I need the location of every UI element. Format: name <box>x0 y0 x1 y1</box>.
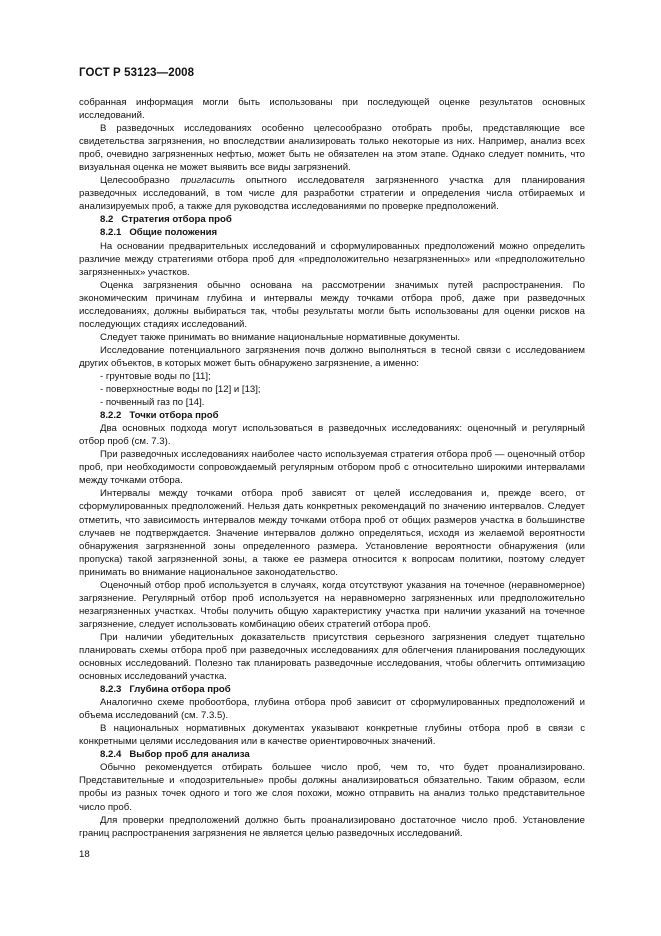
section-number: 8.2.1 <box>100 227 122 239</box>
italic-text: пригласить <box>180 175 236 187</box>
section-number: 8.2.2 <box>100 410 122 422</box>
paragraph: При разведочных исследованиях наиболее часто используемая стратегия отбора проб — оценочный отбор проб, при необходимости сопровождаемый регулярным отбором проб с относительно широкими интервалами между точками отбора. <box>79 449 585 487</box>
document-body <box>79 96 585 840</box>
paragraph: Аналогично схеме пробоотбора, глубина отбора проб зависит от сформулированных предположений и объема исследований (см. 7.3.5). <box>79 697 585 722</box>
paragraph: В национальных нормативных документах указывают конкретные глубины отбора проб в связи с конкретными целями исследования или в качестве ориентировочных значений. <box>79 723 585 748</box>
paragraph: Интервалы между точками отбора проб зависят от целей исследования и, прежде всего, от сформулированных предположений. Нельзя дать конкретных рекомендаций по значению интервалов. Следует отметить, что зависимость интервалов между точками отбора проб от общих размеров участка в большинстве случаев не подтверждается. Значение интервалов должно определяться, исходя из желаемой вероятности обнаружения загрязненной зоны определенного размера. Установление вероятности обнаружения (или пропуска) такой загрязненной зоны, а также ее размера относится к вопросам политики, поэтому следует принимать во внимание национальное законодательство. <box>79 488 585 578</box>
section-heading-8-2-1 <box>79 226 585 239</box>
page-number: 18 <box>79 849 90 860</box>
paragraph: Следует также принимать во внимание национальные нормативные документы. <box>100 331 461 343</box>
section-title: Стратегия отбора проб <box>121 214 232 226</box>
section-title: Общие положения <box>129 227 218 239</box>
section-heading-8-2 <box>79 213 585 226</box>
section-number: 8.2.4 <box>100 749 122 761</box>
section-heading-8-2-4 <box>79 748 585 761</box>
section-heading-8-2-3 <box>79 683 585 696</box>
section-number: 8.2.3 <box>100 684 122 696</box>
paragraph: Оценка загрязнения обычно основана на рассмотрении значимых путей распространения. По экономическим причинам глубина и интервалы между точками отбора проб, даже при разведочных исследованиях, должны выбираться так, чтобы результаты могли быть использованы для оценки рисков на последующих стадиях исследований. <box>79 279 585 330</box>
page-header: ГОСТ Р 53123—2008 <box>79 67 195 79</box>
paragraph: собранная информация могли быть использованы при последующей оценке результатов основных исследований. <box>79 97 585 122</box>
section-title: Точки отбора проб <box>129 410 219 422</box>
paragraph: Для проверки предположений должно быть проанализировано достаточное число проб. Установление границ распространения загрязнения не является целью разведочных исследований. <box>79 814 585 839</box>
list-item: - поверхностные воды по [12] и [13]; <box>100 384 261 396</box>
paragraph: Оценочный отбор проб используется в случаях, когда отсутствуют указания на точечное (неравномерное) загрязнение. Регулярный отбор проб используется на неравномерно загрязненных или предположительно незагрязненных участках. Чтобы получить общую характеристику участка при наличии указаний на точечное загрязнение, следует использовать комбинацию обеих стратегий отбора проб. <box>79 579 585 630</box>
section-heading-8-2-2 <box>79 409 585 422</box>
paragraph: Обычно рекомендуется отбирать большее число проб, чем то, что будет проанализировано. Представительные и «подозрительные» пробы должны анализироваться обязательно. Таким образом, если пробы из разных точек одного и того же слоя похожи, можно отправить на анализ только представительное число проб. <box>79 762 585 813</box>
paragraph: При наличии убедительных доказательств присутствия серьезного загрязнения следует тщательно планировать схемы отбора проб при разведочных исследованиях для облегчения планирования последующих основных исследований. Полезно так планировать разведочные исследования, чтобы облегчить оптимизацию основных исследований участка. <box>79 631 585 683</box>
section-title: Выбор проб для анализа <box>129 749 250 761</box>
text-run: опытного исследователя загрязненного участка для планирования разведочных исследований, в том числе для разработки стратегии и определения числа отбираемых и анализируемых проб, а также для руководства исследованиями по проверке предположений. <box>79 175 585 213</box>
section-number: 8.2 <box>100 214 114 226</box>
list-item: - почвенный газ по [14]. <box>100 397 205 409</box>
paragraph: Исследование потенциального загрязнения почв должно выполняться в тесной связи с исследованием других объектов, в которых может быть обнаружено загрязнение, а именно: <box>79 344 585 369</box>
text-run: Целесообразно <box>100 175 181 187</box>
list-item: - грунтовые воды по [11]; <box>100 370 211 382</box>
paragraph <box>79 174 585 213</box>
section-title: Глубина отбора проб <box>129 684 231 696</box>
paragraph: Два основных подхода могут использоваться в разведочных исследованиях: оценочный и регулярный отбор проб (см. 7.3). <box>79 423 585 448</box>
paragraph: На основании предварительных исследований и сформулированных предположений можно определить различие между стратегиями отбора проб для «предположительно незагрязненных» или «предположительно загрязненных» участков. <box>79 240 585 278</box>
paragraph: В разведочных исследованиях особенно целесообразно отобрать пробы, представляющие все свидетельства загрязнения, но впоследствии анализировать только некоторые из них. Например, анализ всех проб, очевидно загрязненных нефтью, может быть не обязателен на этом этапе. Однако следует помнить, что визуальная оценка не может выявить все виды загрязнений. <box>79 123 585 174</box>
